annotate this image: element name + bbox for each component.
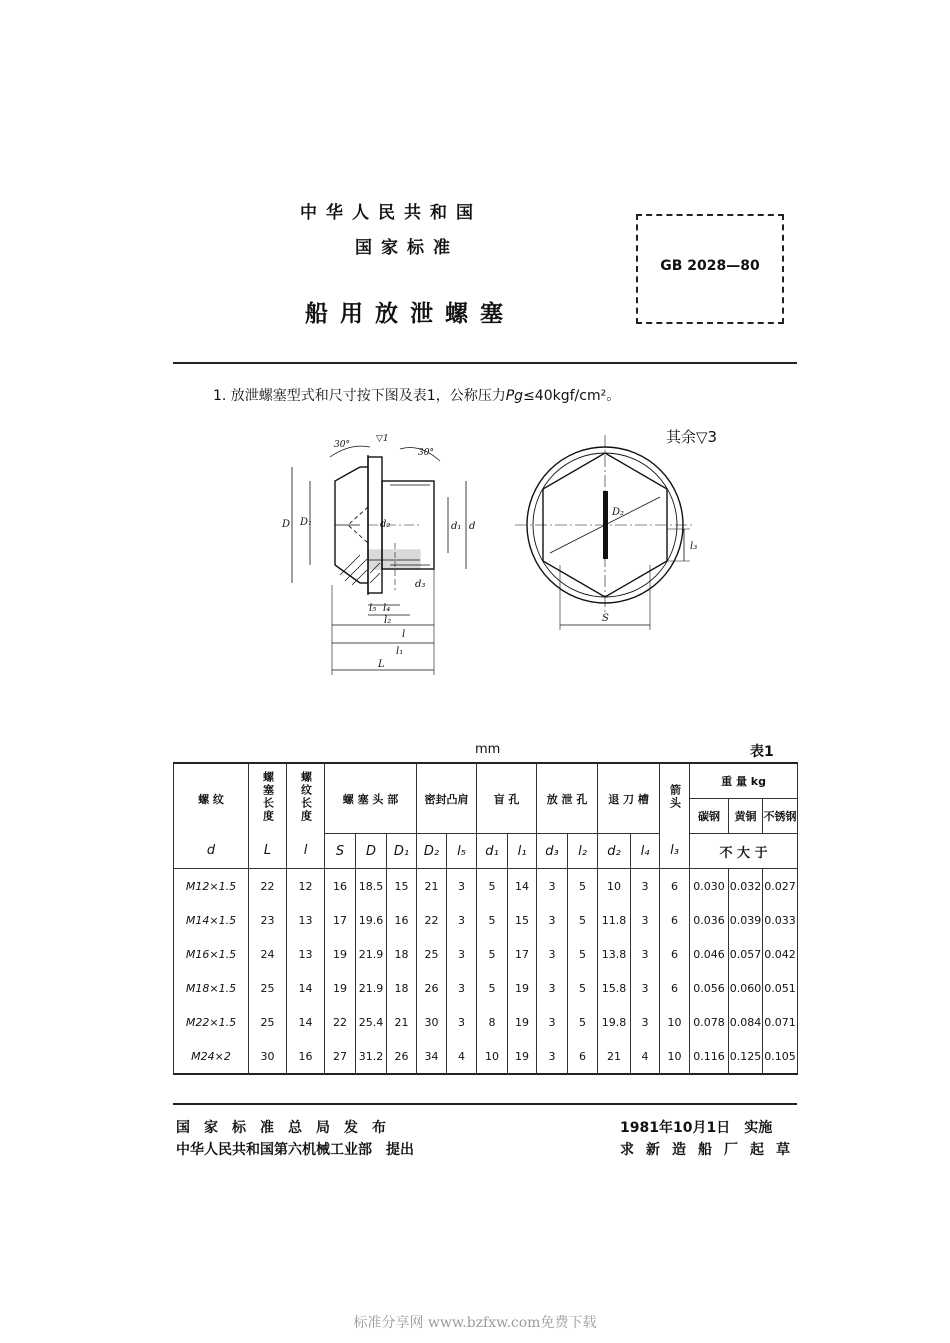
label-l1: l₁ bbox=[396, 646, 404, 657]
value-cell: 0.051 bbox=[763, 971, 798, 1005]
value-cell: 10 bbox=[660, 1005, 690, 1039]
value-cell: 0.036 bbox=[690, 903, 729, 937]
clause-1-prefix: 1. 放泄螺塞型式和尺寸按下图及表1，公称压力 bbox=[213, 388, 506, 404]
value-cell: 16 bbox=[287, 1039, 325, 1074]
value-cell: 22 bbox=[325, 1005, 356, 1039]
thread-cell: M24×2 bbox=[174, 1039, 249, 1074]
label-l4: l₄ bbox=[383, 603, 391, 614]
clause-1-symbol: Pg bbox=[505, 388, 524, 404]
value-cell: 0.032 bbox=[729, 869, 763, 904]
table-row bbox=[174, 937, 798, 971]
value-cell: 19.6 bbox=[356, 903, 387, 937]
value-cell: 19 bbox=[508, 971, 537, 1005]
value-cell: 26 bbox=[417, 971, 447, 1005]
header-plug-head: 螺 塞 头 部 bbox=[325, 763, 417, 834]
thread-cell: M14×1.5 bbox=[174, 903, 249, 937]
header-stainless: 不锈钢 bbox=[763, 799, 798, 834]
value-cell: 22 bbox=[249, 869, 287, 904]
value-cell: 3 bbox=[537, 971, 568, 1005]
value-cell: 15 bbox=[508, 903, 537, 937]
label-S: S bbox=[602, 613, 609, 624]
label-l5: l₅ bbox=[369, 603, 377, 614]
value-cell: 0.071 bbox=[763, 1005, 798, 1039]
value-cell: 3 bbox=[447, 937, 477, 971]
header-weight: 重 量 kg bbox=[690, 763, 798, 799]
standard-name: 国家标准 bbox=[355, 238, 459, 258]
header-plug-length: 螺塞长度 bbox=[249, 763, 287, 834]
value-cell: 31.2 bbox=[356, 1039, 387, 1074]
label-d: d bbox=[469, 521, 476, 532]
label-angle-left: 30° bbox=[334, 440, 350, 450]
watermark: 标准分享网 www.bzfxw.com免费下载 bbox=[353, 1315, 597, 1331]
thread-cell: M18×1.5 bbox=[174, 971, 249, 1005]
value-cell: 0.042 bbox=[763, 937, 798, 971]
header-thread: 螺 纹 bbox=[174, 763, 249, 834]
value-cell: 10 bbox=[660, 1039, 690, 1074]
value-cell: 15 bbox=[387, 869, 417, 904]
symbol-l5: l₅ bbox=[447, 834, 477, 869]
value-cell: 8 bbox=[477, 1005, 508, 1039]
table-row bbox=[174, 1039, 798, 1074]
value-cell: 24 bbox=[249, 937, 287, 971]
thread-cell: M16×1.5 bbox=[174, 937, 249, 971]
value-cell: 0.046 bbox=[690, 937, 729, 971]
symbol-L: L bbox=[249, 834, 287, 869]
value-cell: 18.5 bbox=[356, 869, 387, 904]
table-row bbox=[174, 869, 798, 904]
value-cell: 15.8 bbox=[598, 971, 631, 1005]
value-cell: 5 bbox=[568, 1005, 598, 1039]
header-arrow: 箭头 bbox=[660, 763, 690, 834]
symbol-d: d bbox=[174, 834, 249, 869]
symbol-S: S bbox=[325, 834, 356, 869]
value-cell: 18 bbox=[387, 971, 417, 1005]
value-cell: 3 bbox=[447, 971, 477, 1005]
header-thread-length: 螺纹长度 bbox=[287, 763, 325, 834]
standard-number-box bbox=[636, 214, 784, 324]
symbol-d3: d₃ bbox=[537, 834, 568, 869]
table-body bbox=[174, 869, 798, 1075]
plug-drawing bbox=[270, 425, 730, 690]
publisher: 国家标准总局发布 bbox=[176, 1120, 400, 1136]
value-cell: 17 bbox=[325, 903, 356, 937]
value-cell: 6 bbox=[660, 903, 690, 937]
label-l3: l₃ bbox=[690, 541, 698, 552]
label-L: L bbox=[378, 659, 385, 670]
value-cell: 27 bbox=[325, 1039, 356, 1074]
value-cell: 21 bbox=[417, 869, 447, 904]
proposer: 中华人民共和国第六机械工业部 提出 bbox=[176, 1142, 414, 1158]
label-D1: D₁ bbox=[300, 517, 313, 528]
value-cell: 23 bbox=[249, 903, 287, 937]
table-label: 表1 bbox=[750, 744, 774, 760]
thread-cell: M12×1.5 bbox=[174, 869, 249, 904]
value-cell: 25.4 bbox=[356, 1005, 387, 1039]
symbol-l1: l₁ bbox=[508, 834, 537, 869]
value-cell: 3 bbox=[537, 903, 568, 937]
value-cell: 6 bbox=[660, 971, 690, 1005]
table-unit: mm bbox=[475, 742, 501, 757]
value-cell: 0.030 bbox=[690, 869, 729, 904]
value-cell: 0.057 bbox=[729, 937, 763, 971]
value-cell: 17 bbox=[508, 937, 537, 971]
clause-1-suffix: ≤40kgf/cm²。 bbox=[523, 388, 621, 404]
label-D2: D₂ bbox=[612, 507, 625, 518]
footer-divider bbox=[173, 1103, 797, 1105]
value-cell: 0.084 bbox=[729, 1005, 763, 1039]
header-seal-shoulder: 密封凸肩 bbox=[417, 763, 477, 834]
end-view bbox=[515, 435, 698, 630]
standard-number: GB 2028—80 bbox=[660, 258, 760, 274]
value-cell: 4 bbox=[447, 1039, 477, 1074]
value-cell: 21 bbox=[598, 1039, 631, 1074]
value-cell: 11.8 bbox=[598, 903, 631, 937]
header-drain-hole: 放 泄 孔 bbox=[537, 763, 598, 834]
value-cell: 3 bbox=[537, 869, 568, 904]
symbol-D2: D₂ bbox=[417, 834, 447, 869]
value-cell: 3 bbox=[447, 903, 477, 937]
header-undercut: 退 刀 槽 bbox=[598, 763, 660, 834]
value-cell: 3 bbox=[537, 1039, 568, 1074]
table-row bbox=[174, 903, 798, 937]
value-cell: 16 bbox=[387, 903, 417, 937]
header-carbon-steel: 碳钢 bbox=[690, 799, 729, 834]
symbol-d1: d₁ bbox=[477, 834, 508, 869]
value-cell: 3 bbox=[631, 869, 660, 904]
label-roughness: ▽1 bbox=[376, 434, 389, 444]
symbol-l2: l₂ bbox=[568, 834, 598, 869]
value-cell: 0.060 bbox=[729, 971, 763, 1005]
value-cell: 34 bbox=[417, 1039, 447, 1074]
value-cell: 19 bbox=[325, 937, 356, 971]
header-brass: 黄铜 bbox=[729, 799, 763, 834]
value-cell: 3 bbox=[631, 1005, 660, 1039]
label-d2: d₂ bbox=[380, 519, 391, 530]
value-cell: 14 bbox=[508, 869, 537, 904]
label-d3: d₃ bbox=[415, 579, 426, 590]
value-cell: 3 bbox=[631, 937, 660, 971]
dimension-table bbox=[173, 762, 798, 1075]
table-row bbox=[174, 971, 798, 1005]
header-blind-hole: 盲 孔 bbox=[477, 763, 537, 834]
value-cell: 13 bbox=[287, 903, 325, 937]
value-cell: 25 bbox=[417, 937, 447, 971]
value-cell: 21.9 bbox=[356, 937, 387, 971]
value-cell: 5 bbox=[477, 971, 508, 1005]
value-cell: 13.8 bbox=[598, 937, 631, 971]
symbol-D: D bbox=[356, 834, 387, 869]
value-cell: 21 bbox=[387, 1005, 417, 1039]
value-cell: 0.078 bbox=[690, 1005, 729, 1039]
value-cell: 26 bbox=[387, 1039, 417, 1074]
value-cell: 19 bbox=[325, 971, 356, 1005]
document-title: 船用放泄螺塞 bbox=[305, 301, 515, 327]
value-cell: 3 bbox=[631, 903, 660, 937]
value-cell: 4 bbox=[631, 1039, 660, 1074]
symbol-l: l bbox=[287, 834, 325, 869]
thread-cell: M22×1.5 bbox=[174, 1005, 249, 1039]
value-cell: 10 bbox=[598, 869, 631, 904]
value-cell: 5 bbox=[568, 937, 598, 971]
value-cell: 18 bbox=[387, 937, 417, 971]
header-divider bbox=[173, 362, 797, 364]
value-cell: 0.033 bbox=[763, 903, 798, 937]
drafter: 求新造船厂起草 bbox=[620, 1142, 802, 1158]
value-cell: 5 bbox=[477, 869, 508, 904]
value-cell: 14 bbox=[287, 1005, 325, 1039]
label-l: l bbox=[402, 629, 406, 640]
label-l2: l₂ bbox=[384, 615, 392, 626]
value-cell: 6 bbox=[568, 1039, 598, 1074]
value-cell: 3 bbox=[631, 971, 660, 1005]
value-cell: 0.039 bbox=[729, 903, 763, 937]
value-cell: 3 bbox=[447, 869, 477, 904]
label-d1: d₁ bbox=[451, 521, 462, 532]
value-cell: 13 bbox=[287, 937, 325, 971]
label-D: D bbox=[282, 519, 291, 530]
table-row bbox=[174, 1005, 798, 1039]
value-cell: 5 bbox=[477, 937, 508, 971]
side-view bbox=[292, 446, 466, 675]
surface-finish-note: 其余▽3 bbox=[666, 428, 718, 446]
value-cell: 6 bbox=[660, 869, 690, 904]
value-cell: 25 bbox=[249, 1005, 287, 1039]
label-angle-right: 30° bbox=[418, 448, 434, 458]
value-cell: 0.105 bbox=[763, 1039, 798, 1074]
country-name: 中华人民共和国 bbox=[300, 203, 482, 223]
value-cell: 3 bbox=[537, 937, 568, 971]
symbol-l3: l₃ bbox=[660, 834, 690, 869]
value-cell: 3 bbox=[447, 1005, 477, 1039]
symbol-D1: D₁ bbox=[387, 834, 417, 869]
header-not-greater: 不 大 于 bbox=[690, 834, 798, 869]
value-cell: 21.9 bbox=[356, 971, 387, 1005]
value-cell: 10 bbox=[477, 1039, 508, 1074]
symbol-l4: l₄ bbox=[631, 834, 660, 869]
value-cell: 16 bbox=[325, 869, 356, 904]
value-cell: 19 bbox=[508, 1039, 537, 1074]
clause-1 bbox=[213, 385, 620, 405]
value-cell: 0.116 bbox=[690, 1039, 729, 1074]
value-cell: 30 bbox=[417, 1005, 447, 1039]
value-cell: 25 bbox=[249, 971, 287, 1005]
symbol-d2: d₂ bbox=[598, 834, 631, 869]
value-cell: 19 bbox=[508, 1005, 537, 1039]
value-cell: 12 bbox=[287, 869, 325, 904]
value-cell: 5 bbox=[568, 869, 598, 904]
value-cell: 22 bbox=[417, 903, 447, 937]
value-cell: 0.027 bbox=[763, 869, 798, 904]
value-cell: 0.056 bbox=[690, 971, 729, 1005]
value-cell: 0.125 bbox=[729, 1039, 763, 1074]
value-cell: 5 bbox=[568, 903, 598, 937]
value-cell: 5 bbox=[568, 971, 598, 1005]
value-cell: 3 bbox=[537, 1005, 568, 1039]
value-cell: 14 bbox=[287, 971, 325, 1005]
value-cell: 5 bbox=[477, 903, 508, 937]
value-cell: 19.8 bbox=[598, 1005, 631, 1039]
effective-date: 1981年10月1日 实施 bbox=[620, 1120, 773, 1136]
value-cell: 6 bbox=[660, 937, 690, 971]
value-cell: 30 bbox=[249, 1039, 287, 1074]
